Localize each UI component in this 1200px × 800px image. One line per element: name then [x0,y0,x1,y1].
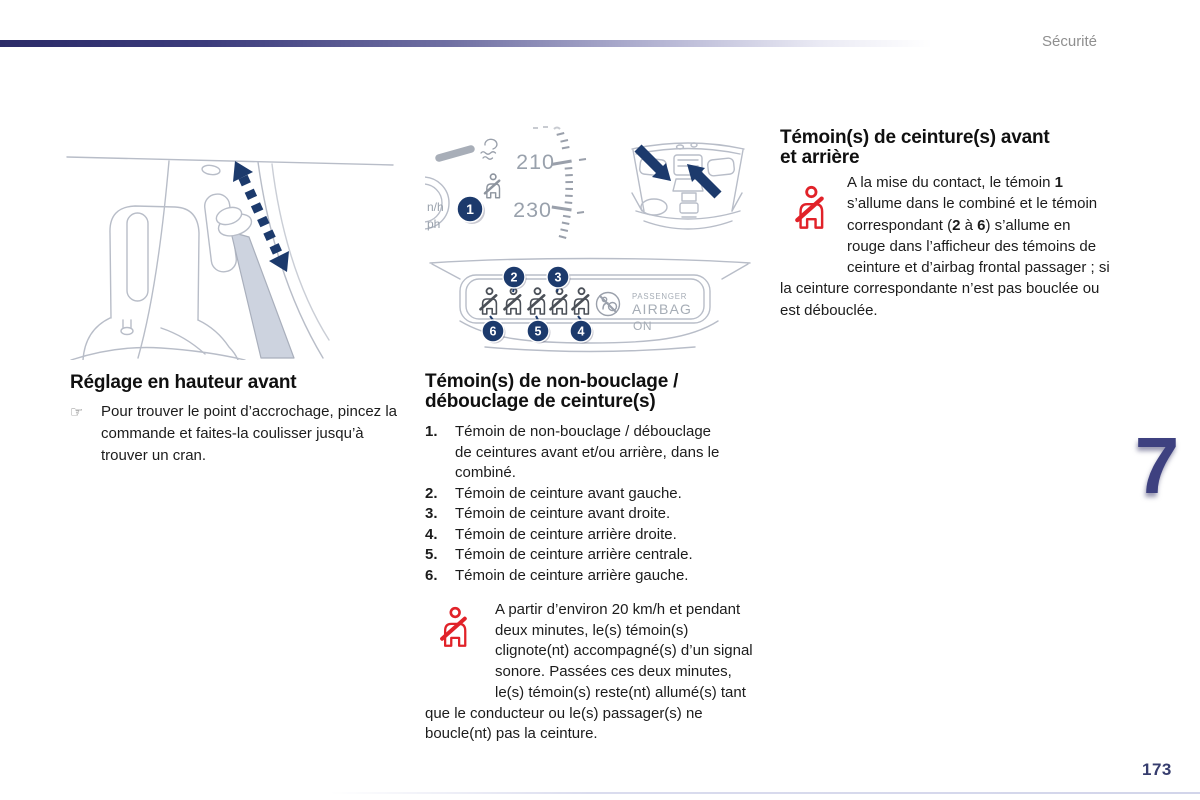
legend-list [425,422,730,586]
list-item: 4. Témoin de ceinture arrière droite. [425,525,677,543]
left-heading: Réglage en hauteur avant [70,372,297,393]
belt-icon-rear-right [573,288,589,314]
right-heading-line1: Témoin(s) de ceinture(s) avant [780,127,1050,148]
seatbelt-warning-icon-red [425,600,495,684]
list-item: 3. Témoin de ceinture avant droite. [425,505,671,522]
right-heading-line2: et arrière [780,147,860,168]
overhead-console-view [632,143,744,229]
svg-text:1: 1 [466,201,474,217]
list-item: 6. Témoin de ceinture arrière gauche. [425,566,689,584]
speedometer-fragment [425,127,586,238]
svg-text:4: 4 [577,324,585,339]
belt-icon-front-right [551,288,567,314]
header-rule [0,40,932,47]
page-number: 173 [1142,760,1172,779]
airbag-label: AIRBAG [632,301,693,317]
pointer-hand-icon: ☞ [70,403,84,421]
belt-indicator-panel [430,259,750,352]
svg-text:3: 3 [554,270,562,285]
on-label: ON [633,319,652,333]
seatbelt-height-adjustment-illustration [65,148,395,360]
right-heading [780,128,1110,168]
belt-icon-rear-center [529,288,545,314]
callout-4-badge [570,320,594,344]
middle-heading [425,372,755,412]
right-paragraph: A la mise du contact, le témoin 1 s’allume dans le combiné et le témoin correspondant (2 à 6) s’allume en rouge dans l’afficheur des témoins de ceinture et d’airbag frontal passager ; si la ceinture correspondante n’est pas bouclée ou est débouclée. [780,174,1110,319]
list-item: 2. Témoin de ceinture avant gauche. [425,484,682,502]
list-item: 1. Témoin de non-bouclage / débouclage de ceintures avant et/ou arrière, dans le combiné. [425,423,720,481]
speed-230-label: 230 [513,198,552,222]
steering-wheel [641,199,667,215]
mph-unit-label: ph [427,217,441,231]
belt-icon-rear-left [481,288,497,314]
callout-3-badge [547,266,571,290]
right-sun-visor [707,158,735,177]
seatbelt-warning-icon-gray [485,174,500,198]
footer-rule [330,792,1200,794]
passenger-airbag-off-icon [597,293,620,316]
middle-note-block [425,600,758,745]
chapter-number: 7 [1134,421,1180,510]
svg-text:5: 5 [534,324,542,339]
belt-icon-front-left [505,288,521,314]
passenger-label: PASSENGER [632,292,688,301]
callout-6-badge [482,320,506,344]
section-label: Sécurité [1042,33,1098,50]
kmh-unit-label: n/h [427,200,444,214]
left-paragraph: Pour trouver le point d’accrochage, pincez la commande et faites-la coulisser jusqu’à trouver un cran. [101,403,398,464]
gauge-needle [439,149,471,158]
callout-1-badge [457,196,485,224]
esp-warning-icon [481,139,497,159]
speed-210-label: 210 [516,150,555,174]
seatbelt-strap [231,232,294,358]
headrest [110,206,199,320]
seatbelt-warning-icon-red [780,172,847,260]
middle-note-text: A partir d’environ 20 km/h et pendant deux minutes, le(s) témoin(s) clignote(nt) accompagné(s) d’un signal sonore. Passées ces deux minutes, le(s) témoin(s) reste(nt) allumé(s) tant que le conducteur ou le(s) passager(s) ne boucle(nt) pas la ceinture. [425,601,753,743]
major-tick-230 [552,207,572,210]
roofline [67,157,393,165]
callout-5-badge [527,320,551,344]
left-paragraph-block [70,401,398,467]
svg-text:2: 2 [510,270,518,285]
seatbelt-indicator-icons [481,288,589,314]
middle-heading-line2: débouclage de ceinture(s) [425,391,656,412]
callout-2-badge [503,266,527,290]
middle-heading-line1: Témoin(s) de non-bouclage / [425,371,679,392]
pointer-arrow-left [638,148,671,181]
right-paragraph-block [780,172,1112,321]
list-item: 5. Témoin de ceinture arrière centrale. [425,546,693,563]
svg-text:6: 6 [489,324,497,339]
cluster-and-ceiling-illustration [425,125,755,360]
